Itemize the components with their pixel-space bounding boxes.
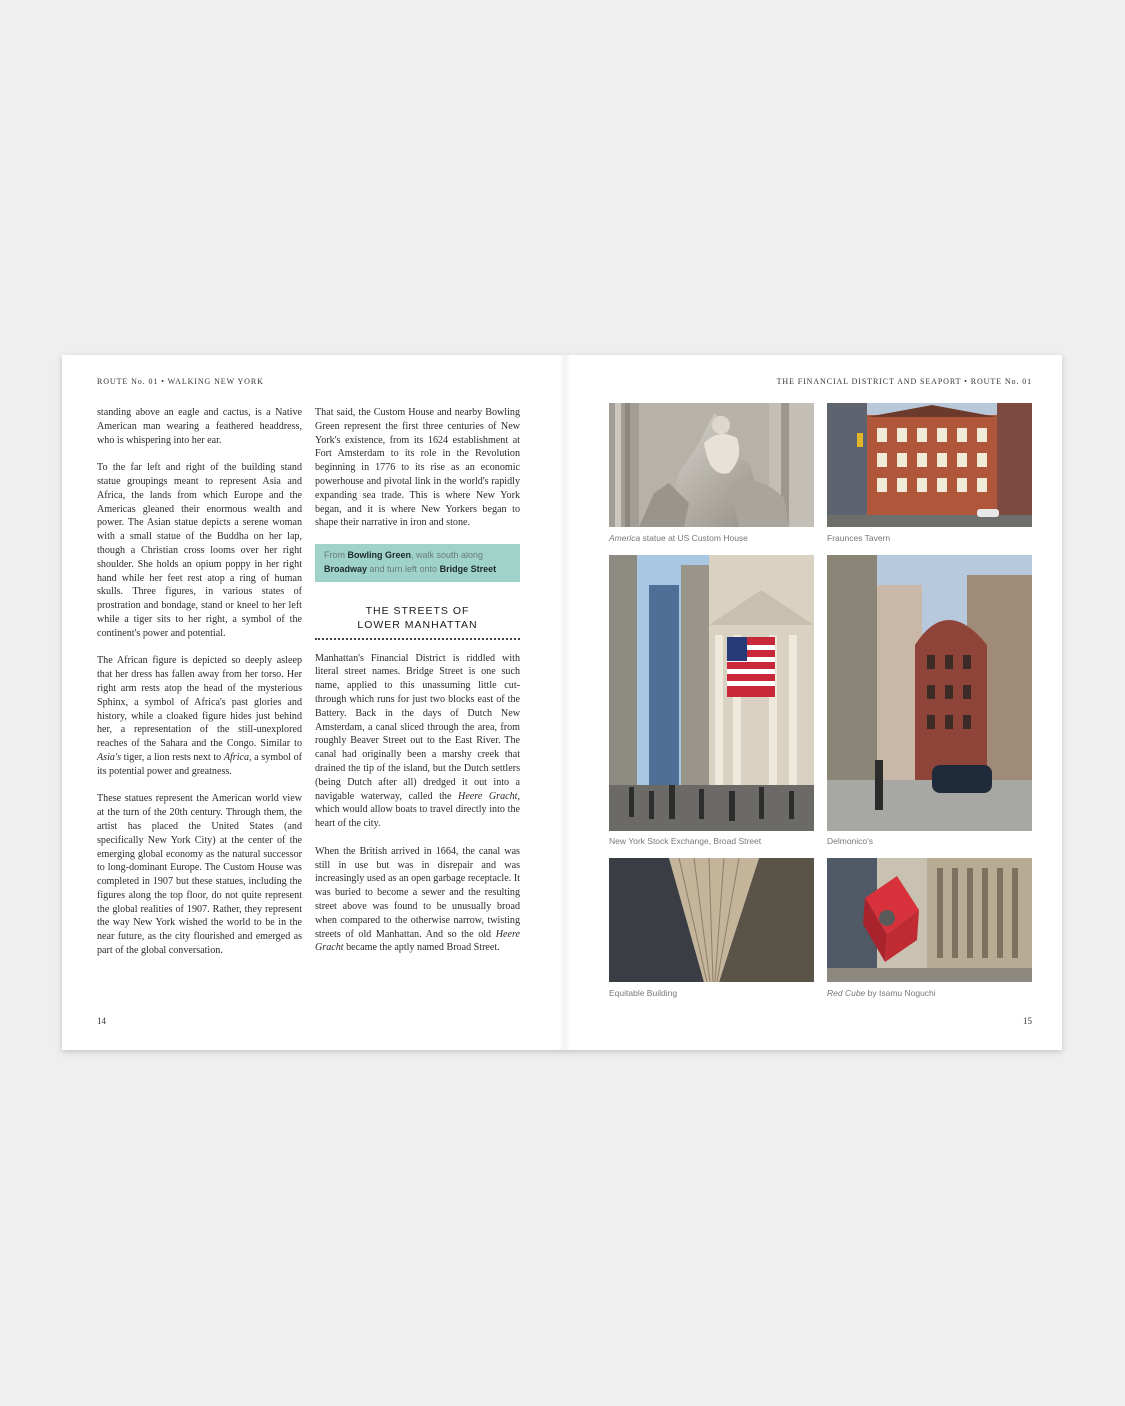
paragraph	[315, 845, 520, 955]
book-gutter	[559, 355, 571, 1050]
italic-text: Asia's	[97, 751, 122, 763]
photo-caption: Fraunces Tavern	[827, 533, 891, 543]
text-run: Manhattan's Financial District is riddled with literal street names. Bridge Street is one such name, applied to this unassuming little cut-through which runs for just two blocks east of the Battery. Back in the days of Dutch New Amsterdam, a canal sliced through the area, from roughly Beaver Street out to the East River. The canal had originally been a marshy creek that drained the tip of the island, but the Dutch settlers (being Dutch after all) dredged it out into a navigable waterway, called the	[315, 652, 520, 802]
book-spread	[62, 355, 1062, 1050]
paragraph: That said, the Custom House and nearby Bowling Green represent the first three centuries of New York's existence, from its 1624 establishment at Fort Amsterdam to its role in the Revolution beginning in 1776 to its rise as an economic powerhouse and pivotal link in the world's rapidly expanding sea trade. This is where New York began, and it is where New Yorkers began to shape their narrative in iron and stone.	[315, 407, 520, 529]
paragraph	[315, 652, 520, 831]
street-name: Broadway	[324, 563, 368, 574]
photo-caption: Equitable Building	[609, 988, 678, 998]
text-run: , walk south along	[411, 549, 484, 560]
text-run: statue at US Custom House	[640, 533, 748, 543]
text-run: The African figure is depicted so deeply asleep that her dress has fallen away from her torso. Her right arm rests atop the head of the mysterious Sphinx, a symbol of Africa's past glories and history, while a cloaked figure hides just behind her, a representation of the still-unexplored reaches of the Sahara and the Congo. Similar to	[97, 655, 302, 750]
italic-text: America	[609, 533, 641, 543]
paragraph: These statues represent the American world view at the turn of the 20th century. Through them, the artist has placed the United States (and specifically New York City) at the center of the emerging global economy as the natural successor to long-dominant Europe. The Custom House was completed in 1907 but these statues, including the figures along the top floor, do not quite represent the global realities of 1907. Rather, they represent the way New York wished the world to be in the near future, as the city flourished and emerged as part of the global conversation.	[97, 793, 302, 957]
text-run: became the aptly named Broad Street.	[343, 942, 500, 954]
red-cube-photo	[827, 858, 1032, 982]
america-statue-photo	[609, 403, 814, 527]
left-column-2	[315, 406, 520, 955]
dotted-divider	[315, 638, 520, 640]
section-title-line: LOWER MANHATTAN	[357, 618, 478, 631]
street-name: Bridge Street	[439, 563, 497, 574]
paragraph: To the far left and right of the building stand statue groupings meant to represent Asia and Africa, the lands from which Europe and the Americas gleaned their enormous wealth and power. The Asian statue depicts a serene woman with a small statue of the Buddha on her lap, though a Christian cross looms over her right shoulder. She holds an opium poppy in her right hand while her feet rest atop a ring of human skulls. Three figures, in various states of prostration and bondage, stand or kneel to her left while a tiger sits to her right, a symbol of the continent's power and potential.	[97, 462, 302, 639]
nyse-photo	[609, 555, 814, 831]
delmonicos-photo	[827, 555, 1032, 831]
photo-caption	[609, 533, 748, 543]
photo-caption	[827, 988, 936, 998]
italic-text: Africa	[223, 751, 250, 763]
italic-text: Heere Gracht	[458, 790, 518, 802]
text-run: , which would allow boats to travel directly into the heart of the city.	[315, 790, 521, 830]
section-title	[315, 604, 520, 632]
italic-text: Red Cube	[827, 988, 866, 998]
fraunces-tavern-photo	[827, 403, 1032, 527]
paragraph	[97, 654, 302, 778]
street-name: Bowling Green	[347, 549, 412, 560]
equitable-building-photo	[609, 858, 814, 982]
left-running-head: ROUTE No. 01 • WALKING NEW YORK	[97, 377, 264, 386]
right-page-number: 15	[1023, 1016, 1032, 1026]
photo-caption: Delmonico's	[827, 836, 874, 846]
photo-caption: New York Stock Exchange, Broad Street	[609, 836, 762, 846]
text-run: , a symbol of its potential power and greatness.	[97, 751, 302, 777]
right-running-head: THE FINANCIAL DISTRICT AND SEAPORT • ROUTE No. 01	[776, 377, 1032, 386]
text-run: and turn left onto	[367, 563, 440, 574]
section-title-line: THE STREETS OF	[365, 604, 470, 617]
paragraph: standing above an eagle and cactus, is a Native American man wearing a feathered headdress, who is whispering into her ear.	[97, 407, 302, 446]
left-page-number: 14	[97, 1016, 106, 1026]
text-run: From	[324, 549, 348, 560]
text-run: tiger, a lion rests next to	[121, 751, 224, 763]
italic-text: Heere Gracht	[315, 928, 520, 954]
text-run: by Isamu Noguchi	[865, 988, 936, 998]
left-column-1	[97, 406, 302, 958]
text-run: When the British arrived in 1664, the canal was still in use but was in disrepair and was increasingly used as an open garbage receptacle. It was buried to become a sewer and the resulting street above was found to be unusually broad when compared to the otherwise narrow, twisting streets of old Manhattan. And so the old	[315, 845, 520, 940]
walking-direction-box	[315, 544, 520, 582]
